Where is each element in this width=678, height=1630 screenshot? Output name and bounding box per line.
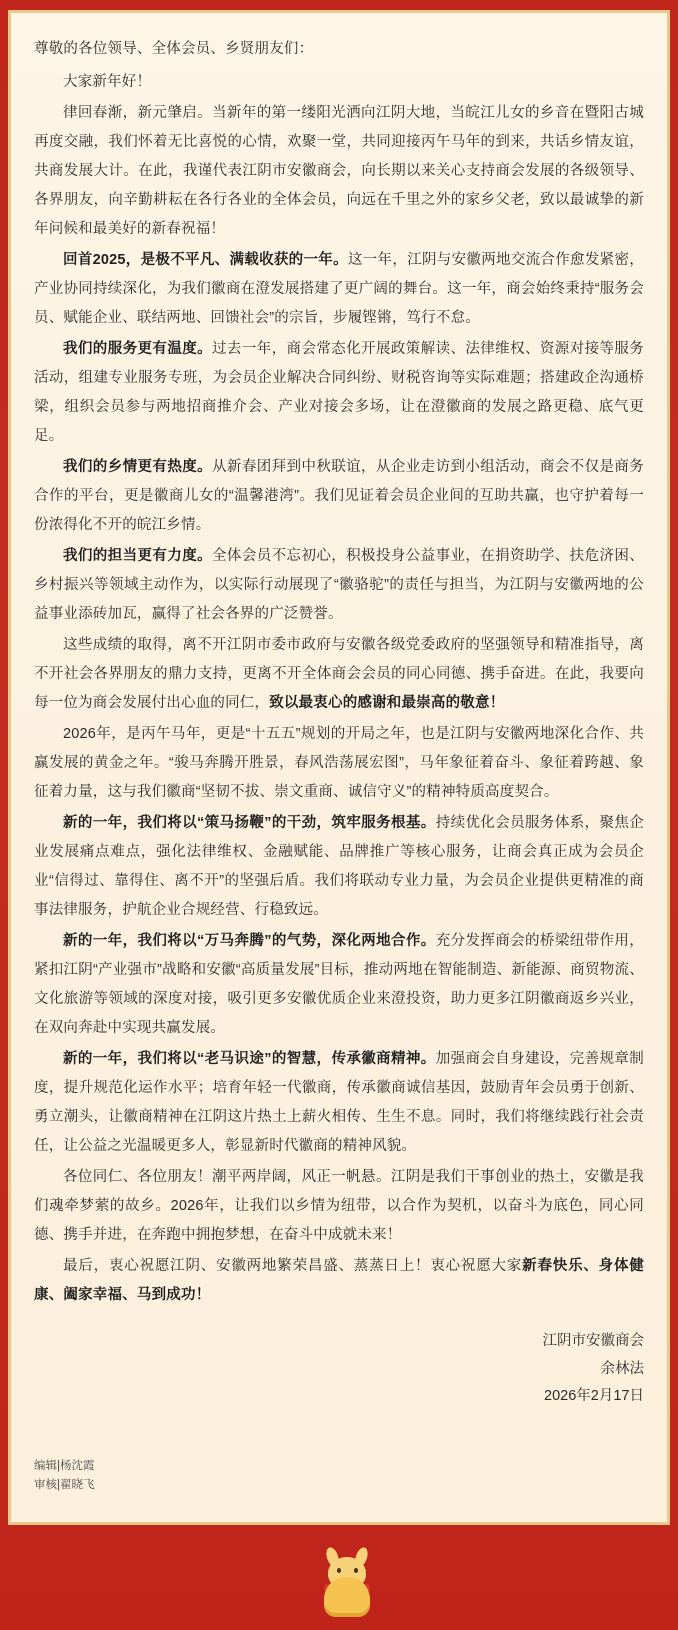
paragraph-lead: 新的一年，我们将以“策马扬鞭”的干劲，筑牢服务根基。 [63, 815, 436, 831]
paragraph-text: 全体会员不忘初心，积极投身公益事业，在捐资助学、扶危济困、乡村振兴等领域主动作为，以实际行动展现了“徽骆驼”的责任与担当，为江阴与安徽两地的公益事业添砖加瓦，赢得了社会各界的广泛赞誉。 [34, 548, 644, 622]
paragraph-10 [34, 927, 644, 1043]
paragraph-lead: 新的一年，我们将以“万马奔腾”的气势，深化两地合作。 [63, 933, 436, 949]
letter-body [34, 35, 644, 1310]
mascot-eye-left [337, 1568, 341, 1573]
signature-date: 2026年2月17日 [544, 1388, 644, 1405]
paragraph-lead: 我们的乡情更有热度。 [63, 459, 213, 475]
paragraph-lead: 我们的服务更有温度。 [63, 341, 213, 357]
paragraph-11 [34, 1045, 644, 1161]
footer-strip [8, 1525, 678, 1611]
paragraph-lead: 回首2025，是极不平凡、满载收获的一年。 [63, 252, 348, 268]
paragraph-9 [34, 809, 644, 925]
mascot-body [324, 1577, 370, 1617]
paragraph-8 [34, 720, 644, 807]
paragraph-7 [34, 631, 644, 718]
paragraph-text: 2026年，是丙午马年，更是“十五五”规划的开局之年，也是江阴与安徽两地深化合作、共赢发展的黄金之年。“骏马奔腾开胜景，春风浩荡展宏图”，马年象征着奋斗、象征着跨越、象征着力量，这与我们徽商“坚韧不拔、崇文重商、诚信守义”的精神特质高度契合。 [34, 726, 644, 800]
credit-reviewer: 审核|翟晓飞 [34, 1479, 95, 1492]
paragraph-text: 过去一年，商会常态化开展政策解读、法律维权、资源对接等服务活动，组建专业服务专班，为会员企业解决合同纠纷、财税咨询等实际难题；搭建政企沟通桥梁，组织会员参与两地招商推介会、产业对接会多场，让在澄徽商的发展之路更稳、底气更足。 [34, 341, 644, 444]
paragraph-text: 这一年，江阴与安徽两地交流合作愈发紧密，产业协同持续深化，为我们徽商在澄发展搭建了更广阔的舞台。这一年，商会始终秉持“服务会员、赋能企业、联结两地、回馈社会”的宗旨，步履铿锵，笃行不怠。 [34, 252, 644, 326]
paragraph-6 [34, 542, 644, 629]
credit-editor: 编辑|杨沈霞 [34, 1459, 95, 1472]
signature-block [34, 1328, 644, 1411]
paragraph-1 [34, 68, 644, 97]
paragraph-text: 律回春渐，新元肇启。当新年的第一缕阳光洒向江阴大地，当皖江儿女的乡音在暨阳古城再度交融，我们怀着无比喜悦的心情，欢聚一堂，共同迎接丙午马年的到来，共话乡情友谊，共商发展大计。在此，我谨代表江阴市安徽商会，向长期以来关心支持商会发展的各级领导、各界朋友，向辛勤耕耘在各行各业的全体会员，向远在千里之外的家乡父老，致以最诚挚的新年问候和最美好的新春祝福！ [34, 105, 644, 237]
paragraph-text: 持续优化会员服务体系，聚焦企业发展痛点难点，强化法律维权、金融赋能、品牌推广等核心服务，让商会真正成为会员企业“信得过、靠得住、离不开”的坚强后盾。我们将联动专业力量，为会员企业提供更精准的商事法律服务，护航企业合规经营、行稳致远。 [34, 815, 644, 918]
paragraph-text: 最后，衷心祝愿江阴、安徽两地繁荣昌盛、蒸蒸日上！衷心祝愿大家 [63, 1258, 523, 1274]
paragraph-text: 充分发挥商会的桥梁纽带作用，紧扣江阴“产业强市”战略和安徽“高质量发展”目标，推动两地在智能制造、新能源、商贸物流、文化旅游等领域的深度对接，吸引更多安徽优质企业来澄投资，助力更多江阴徽商返乡兴业，在双向奔赴中实现共赢发展。 [34, 933, 644, 1036]
salutation: 尊敬的各位领导、全体会员、乡贤朋友们： [34, 41, 314, 57]
mascot-eye-right [354, 1568, 358, 1573]
signature-organization: 江阴市安徽商会 [542, 1333, 644, 1349]
paragraph-trail-bold: 新春快乐、身体健康、阖家幸福、马到成功！ [34, 1258, 644, 1303]
horse-mascot-icon [312, 1545, 382, 1617]
credits-block [34, 1457, 644, 1496]
paragraph-trail-bold: 致以最衷心的感谢和最崇高的敬意！ [269, 695, 505, 711]
paragraph-text: 从新春团拜到中秋联谊，从企业走访到小组活动，商会不仅是商务合作的平台，更是徽商儿女的“温馨港湾”。我们见证着会员企业间的互助共赢，也守护着每一份浓得化不开的皖江乡情。 [34, 459, 644, 533]
signature-name: 余林法 [600, 1360, 644, 1377]
paragraph-lead: 我们的担当更有力度。 [63, 548, 213, 564]
paragraph-text: 大家新年好！ [63, 74, 152, 90]
paragraph-13 [34, 1252, 644, 1310]
paragraph-text: 各位同仁、各位朋友！潮平两岸阔，风正一帆悬。江阴是我们干事创业的热土，安徽是我们魂牵梦萦的故乡。2026年，让我们以乡情为纽带，以合作为契机，以奋斗为底色，同心同德、携手并进，在奔跑中拥抱梦想，在奋斗中成就未来！ [34, 1169, 644, 1243]
paragraph-5 [34, 453, 644, 540]
paragraph-3 [34, 246, 644, 333]
paragraph-lead: 新的一年，我们将以“老马识途”的智慧，传承徽商精神。 [63, 1051, 436, 1067]
paragraph-text: 这些成绩的取得，离不开江阴市委市政府与安徽各级党委政府的坚强领导和精准指导，离不开社会各界朋友的鼎力支持，更离不开全体商会会员的同心同德、携手奋进。在此，我要向每一位为商会发展付出心血的同仁， [34, 637, 644, 711]
paragraph-text: 加强商会自身建设，完善规章制度，提升规范化运作水平；培育年轻一代徽商，传承徽商诚信基因，鼓励青年会员勇于创新、勇立潮头，让徽商精神在江阴这片热土上薪火相传、生生不息。同时，我们将继续践行社会责任，让公益之光温暖更多人，彰显新时代徽商的精神风貌。 [34, 1051, 644, 1154]
letter-card [8, 10, 670, 1525]
paragraph-2 [34, 99, 644, 244]
paragraph-12 [34, 1163, 644, 1250]
paragraph-4 [34, 335, 644, 451]
